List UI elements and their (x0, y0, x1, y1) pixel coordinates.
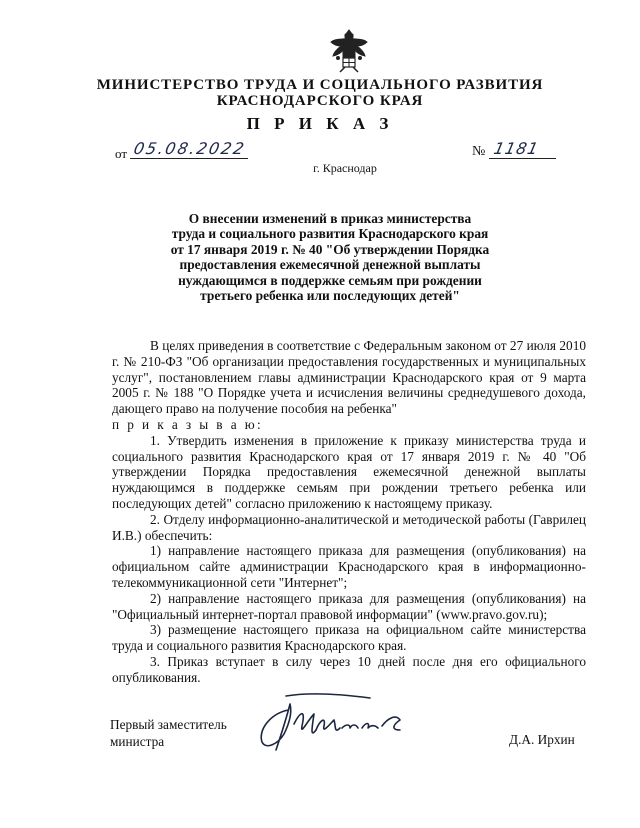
subject-line: третьего ребенка или последующих детей" (200, 288, 460, 304)
signer-name: Д.А. Ирхин (509, 732, 575, 747)
order-word: п р и к а з ы в а ю: (112, 416, 264, 432)
order-subject (150, 211, 510, 303)
document-title: П Р И К А З (246, 114, 394, 133)
number-underline (489, 158, 556, 159)
handwritten-number: 1181 (491, 139, 541, 158)
city-name: г. Краснодар (313, 161, 377, 175)
number-prefix: № (472, 144, 486, 159)
subject-line: от 17 января 2019 г. № 40 "Об утверждении Порядка (170, 241, 490, 257)
item-3-paragraph: 3. Приказ вступает в силу через 10 дней после дня его официального опубликования. (112, 653, 586, 685)
date-prefix: от (115, 146, 128, 161)
subject-line: предоставления ежемесячной денежной выплаты (179, 257, 481, 273)
item-2-paragraph: 2. Отделу информационно-аналитической и методической работы (Гаврилец И.В.) обеспечить: (112, 511, 586, 543)
subject-line: нуждающимся в поддержке семьям при рождении (178, 272, 482, 288)
item-1-paragraph: 1. Утвердить изменения в приложение к приказу министерства труда и социального развития Краснодарского края от 17 января 2019 г. № 40 "Об утверждении Порядка предоставления ежемесячной денежной выплаты нуждающимся в поддержке семьям при рождении третьего ребенка или последующих детей" согласно приложению к настоящему приказу. (112, 432, 586, 511)
item-2-2-paragraph: 2) направление настоящего приказа для размещения (опубликования) на "Официальный интернет-портал правовой информации" (www.pravo.gov.ru); (112, 590, 586, 622)
coat-of-arms-icon (328, 28, 370, 74)
signer-position-line1: Первый заместитель (110, 717, 227, 732)
subject-line: О внесении изменений в приказ министерства (188, 211, 472, 226)
preamble-paragraph: В целях приведения в соответствие с Федеральным законом от 27 июля 2010 г. № 210-ФЗ "Об организации предоставления государственных и муниципальных услуг", постановлением главы администрации Краснодарского края от 9 марта 2005 г. № 188 "О Порядке учета и исчисления величины среднедушевого дохода, дающего право на получение пособия на ребенка" (112, 338, 586, 417)
signer-position (110, 717, 227, 750)
ministry-name-line2: КРАСНОДАРСКОГО КРАЯ (216, 93, 424, 109)
item-2-1-paragraph: 1) направление настоящего приказа для размещения (опубликования) на официальном сайте администрации Краснодарского края в информационно-телекоммуникационной сети "Интернет"; (112, 543, 586, 590)
ministry-name-line1: МИНИСТЕРСТВО ТРУДА И СОЦИАЛЬНОГО РАЗВИТИЯ (96, 77, 544, 93)
handwritten-signature (250, 690, 430, 760)
handwritten-date: 05.08.2022 (131, 139, 248, 158)
date-underline (130, 158, 248, 159)
subject-line: труда и социального развития Краснодарского края (171, 226, 489, 242)
item-2-3-paragraph: 3) размещение настоящего приказа на официальном сайте министерства труда и социального развития Краснодарского края. (112, 622, 586, 654)
order-body (112, 338, 586, 686)
signer-position-line2: министра (110, 733, 165, 749)
